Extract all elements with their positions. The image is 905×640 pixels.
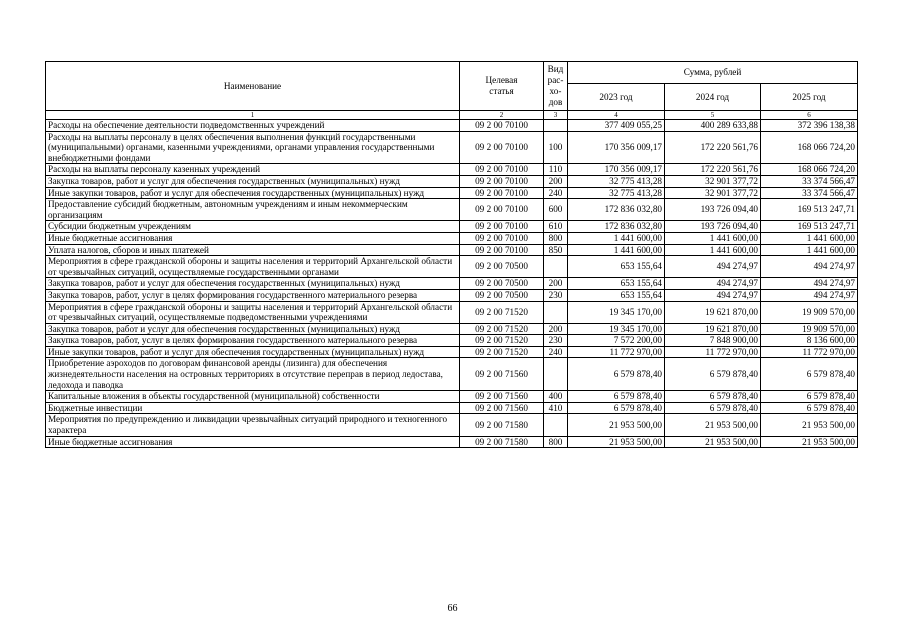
- table-row: [46, 199, 858, 221]
- row-expense-type: [544, 256, 568, 278]
- row-amount-2024: 1 441 600,00: [665, 232, 761, 244]
- row-amount-2025: 6 579 878,40: [761, 358, 858, 391]
- header-2023: 2023 год: [568, 84, 665, 111]
- table-row: [46, 120, 858, 132]
- row-expense-type: 240: [544, 346, 568, 358]
- row-expense-type: 230: [544, 335, 568, 347]
- table-row: [46, 131, 858, 164]
- row-amount-2024: 6 579 878,40: [665, 391, 761, 403]
- row-name: Иные закупки товаров, работ и услуг для обеспечения государственных (муниципальных) нужд: [46, 346, 460, 358]
- row-name: Закупка товаров, работ, услуг в целях формирования государственного материального резерва: [46, 335, 460, 347]
- row-amount-2025: 494 274,97: [761, 278, 858, 290]
- row-amount-2024: 11 772 970,00: [665, 346, 761, 358]
- row-expense-type: 200: [544, 278, 568, 290]
- row-amount-2024: 19 621 870,00: [665, 301, 761, 323]
- row-name: Приобретение аэроходов по договорам финансовой аренды (лизинга) для обеспечения жизнедеятельности населения на островных территориях в отсутствие переправ в период ледостава, ледохода и паводка: [46, 358, 460, 391]
- page-number: 66: [447, 603, 458, 614]
- header-vid-line1: Вид: [547, 64, 564, 74]
- row-amount-2023: 6 579 878,40: [568, 402, 665, 414]
- row-expense-type: 240: [544, 187, 568, 199]
- row-amount-2025: 6 579 878,40: [761, 402, 858, 414]
- row-expense-type: 110: [544, 164, 568, 176]
- row-amount-2025: 8 136 600,00: [761, 335, 858, 347]
- row-name: Мероприятия в сфере гражданской обороны и защиты населения и территорий Архангельской области от чрезвычайных ситуаций, осуществляемые государственными органами: [46, 256, 460, 278]
- row-amount-2024: 193 726 094,40: [665, 199, 761, 221]
- row-target-article: 09 2 00 71520: [460, 335, 544, 347]
- row-name: Закупка товаров, работ и услуг для обеспечения государственных (муниципальных) нужд: [46, 323, 460, 335]
- row-amount-2025: 19 909 570,00: [761, 301, 858, 323]
- header-name: Наименование: [46, 62, 460, 111]
- row-name: Иные закупки товаров, работ и услуг для обеспечения государственных (муниципальных) нужд: [46, 187, 460, 199]
- row-target-article: 09 2 00 71560: [460, 358, 544, 391]
- column-index: 4: [568, 111, 665, 120]
- row-expense-type: 610: [544, 221, 568, 233]
- header-expense-type: [544, 62, 568, 111]
- header-2025: 2025 год: [761, 84, 858, 111]
- row-target-article: 09 2 00 70100: [460, 131, 544, 164]
- column-index: 6: [761, 111, 858, 120]
- header-2024: 2024 год: [665, 84, 761, 111]
- row-expense-type: 850: [544, 244, 568, 256]
- column-index-row: [46, 111, 858, 120]
- row-amount-2025: 494 274,97: [761, 256, 858, 278]
- row-amount-2024: 1 441 600,00: [665, 244, 761, 256]
- table-row: [46, 391, 858, 403]
- row-target-article: 09 2 00 70100: [460, 187, 544, 199]
- row-amount-2025: 6 579 878,40: [761, 391, 858, 403]
- row-amount-2025: 169 513 247,71: [761, 199, 858, 221]
- row-amount-2024: 32 901 377,72: [665, 175, 761, 187]
- row-target-article: 09 2 00 70100: [460, 164, 544, 176]
- table-row: [46, 301, 858, 323]
- row-target-article: 09 2 00 70500: [460, 278, 544, 290]
- row-expense-type: 100: [544, 131, 568, 164]
- row-amount-2024: 172 220 561,76: [665, 131, 761, 164]
- row-name: Бюджетные инвестиции: [46, 402, 460, 414]
- row-amount-2025: 169 513 247,71: [761, 221, 858, 233]
- row-expense-type: 410: [544, 402, 568, 414]
- row-amount-2023: 172 836 032,80: [568, 199, 665, 221]
- row-amount-2024: 172 220 561,76: [665, 164, 761, 176]
- table-row: [46, 187, 858, 199]
- row-amount-2023: 1 441 600,00: [568, 244, 665, 256]
- row-expense-type: 200: [544, 323, 568, 335]
- row-target-article: 09 2 00 71580: [460, 436, 544, 448]
- row-expense-type: [544, 120, 568, 132]
- table-row: [46, 164, 858, 176]
- row-amount-2023: 11 772 970,00: [568, 346, 665, 358]
- row-name: Закупка товаров, работ, услуг в целях формирования государственного материального резерва: [46, 289, 460, 301]
- table-row: [46, 278, 858, 290]
- row-amount-2025: 168 066 724,20: [761, 164, 858, 176]
- row-amount-2025: 11 772 970,00: [761, 346, 858, 358]
- row-amount-2024: 7 848 900,00: [665, 335, 761, 347]
- row-target-article: 09 2 00 70100: [460, 175, 544, 187]
- row-expense-type: 600: [544, 199, 568, 221]
- row-amount-2024: 6 579 878,40: [665, 358, 761, 391]
- row-expense-type: 800: [544, 232, 568, 244]
- table-row: [46, 244, 858, 256]
- row-target-article: 09 2 00 70100: [460, 199, 544, 221]
- table-row: [46, 346, 858, 358]
- row-target-article: 09 2 00 71580: [460, 414, 544, 436]
- row-name: Субсидии бюджетным учреждениям: [46, 221, 460, 233]
- row-name: Иные бюджетные ассигнования: [46, 436, 460, 448]
- row-expense-type: [544, 414, 568, 436]
- table-row: [46, 323, 858, 335]
- row-amount-2023: 653 155,64: [568, 256, 665, 278]
- row-target-article: 09 2 00 70100: [460, 232, 544, 244]
- table-row: [46, 414, 858, 436]
- row-amount-2025: 19 909 570,00: [761, 323, 858, 335]
- row-amount-2023: 6 579 878,40: [568, 391, 665, 403]
- row-expense-type: 230: [544, 289, 568, 301]
- budget-table: [45, 61, 858, 448]
- row-target-article: 09 2 00 70100: [460, 244, 544, 256]
- row-amount-2024: 19 621 870,00: [665, 323, 761, 335]
- row-amount-2023: 170 356 009,17: [568, 164, 665, 176]
- row-name: Уплата налогов, сборов и иных платежей: [46, 244, 460, 256]
- row-amount-2024: 32 901 377,72: [665, 187, 761, 199]
- row-amount-2024: 400 289 633,88: [665, 120, 761, 132]
- row-amount-2024: 193 726 094,40: [665, 221, 761, 233]
- row-amount-2025: 21 953 500,00: [761, 436, 858, 448]
- header-sum: Сумма, рублей: [568, 62, 858, 84]
- row-name: Закупка товаров, работ и услуг для обеспечения государственных (муниципальных) нужд: [46, 278, 460, 290]
- row-amount-2024: 6 579 878,40: [665, 402, 761, 414]
- header-vid-line3: хо-: [549, 86, 562, 96]
- row-name: Расходы на выплаты персоналу казенных учреждений: [46, 164, 460, 176]
- row-amount-2025: 494 274,97: [761, 289, 858, 301]
- row-name: Капитальные вложения в объекты государственной (муниципальной) собственности: [46, 391, 460, 403]
- table-row: [46, 358, 858, 391]
- row-target-article: 09 2 00 71520: [460, 301, 544, 323]
- row-expense-type: 800: [544, 436, 568, 448]
- row-name: Иные бюджетные ассигнования: [46, 232, 460, 244]
- row-target-article: 09 2 00 70500: [460, 256, 544, 278]
- row-name: Расходы на обеспечение деятельности подведомственных учреждений: [46, 120, 460, 132]
- header-vid-line4: дов: [548, 97, 563, 107]
- row-amount-2023: 172 836 032,80: [568, 221, 665, 233]
- row-amount-2025: 33 374 566,47: [761, 175, 858, 187]
- column-index: 1: [46, 111, 460, 120]
- row-name: Закупка товаров, работ и услуг для обеспечения государственных (муниципальных) нужд: [46, 175, 460, 187]
- row-amount-2023: 653 155,64: [568, 278, 665, 290]
- column-index: 5: [665, 111, 761, 120]
- row-name: Мероприятия по предупреждению и ликвидации чрезвычайных ситуаций природного и техногенного характера: [46, 414, 460, 436]
- row-amount-2025: 1 441 600,00: [761, 232, 858, 244]
- row-expense-type: 400: [544, 391, 568, 403]
- row-expense-type: [544, 358, 568, 391]
- row-name: Мероприятия в сфере гражданской обороны и защиты населения и территорий Архангельской области от чрезвычайных ситуаций, осуществляемые подведомственными учреждениями: [46, 301, 460, 323]
- table-row: [46, 232, 858, 244]
- row-name: Расходы на выплаты персоналу в целях обеспечения выполнения функций государственными (муниципальными) органами, казенными учреждениями, органами управления государственными внебюджетными фондами: [46, 131, 460, 164]
- row-target-article: 09 2 00 70500: [460, 289, 544, 301]
- row-expense-type: 200: [544, 175, 568, 187]
- row-amount-2023: 377 409 055,25: [568, 120, 665, 132]
- row-amount-2024: 494 274,97: [665, 289, 761, 301]
- row-amount-2023: 19 345 170,00: [568, 323, 665, 335]
- row-amount-2023: 32 775 413,28: [568, 187, 665, 199]
- column-index: 2: [460, 111, 544, 120]
- table-row: [46, 402, 858, 414]
- table-row: [46, 436, 858, 448]
- table-row: [46, 335, 858, 347]
- row-amount-2025: 21 953 500,00: [761, 414, 858, 436]
- row-expense-type: [544, 301, 568, 323]
- table-row: [46, 175, 858, 187]
- row-amount-2023: 653 155,64: [568, 289, 665, 301]
- table-row: [46, 289, 858, 301]
- row-amount-2024: 494 274,97: [665, 278, 761, 290]
- row-target-article: 09 2 00 71560: [460, 402, 544, 414]
- row-amount-2025: 168 066 724,20: [761, 131, 858, 164]
- row-target-article: 09 2 00 71520: [460, 346, 544, 358]
- row-target-article: 09 2 00 71560: [460, 391, 544, 403]
- header-code-line1: Целевая: [485, 75, 518, 86]
- header-target-article: [460, 62, 544, 111]
- row-name: Предоставление субсидий бюджетным, автономным учреждениям и иным некоммерческим организациям: [46, 199, 460, 221]
- row-amount-2023: 32 775 413,28: [568, 175, 665, 187]
- column-index: 3: [544, 111, 568, 120]
- row-amount-2023: 6 579 878,40: [568, 358, 665, 391]
- row-target-article: 09 2 00 70100: [460, 221, 544, 233]
- row-amount-2025: 33 374 566,47: [761, 187, 858, 199]
- row-amount-2023: 21 953 500,00: [568, 414, 665, 436]
- row-amount-2024: 21 953 500,00: [665, 436, 761, 448]
- row-target-article: 09 2 00 71520: [460, 323, 544, 335]
- row-amount-2025: 1 441 600,00: [761, 244, 858, 256]
- table-body: [46, 120, 858, 448]
- row-target-article: 09 2 00 70100: [460, 120, 544, 132]
- table-row: [46, 256, 858, 278]
- header-vid-line2: рас-: [547, 75, 564, 85]
- row-amount-2023: 1 441 600,00: [568, 232, 665, 244]
- header-code-line2: статья: [489, 86, 514, 96]
- row-amount-2025: 372 396 138,38: [761, 120, 858, 132]
- row-amount-2023: 21 953 500,00: [568, 436, 665, 448]
- row-amount-2023: 19 345 170,00: [568, 301, 665, 323]
- row-amount-2023: 170 356 009,17: [568, 131, 665, 164]
- row-amount-2024: 21 953 500,00: [665, 414, 761, 436]
- table-row: [46, 221, 858, 233]
- row-amount-2024: 494 274,97: [665, 256, 761, 278]
- row-amount-2023: 7 572 200,00: [568, 335, 665, 347]
